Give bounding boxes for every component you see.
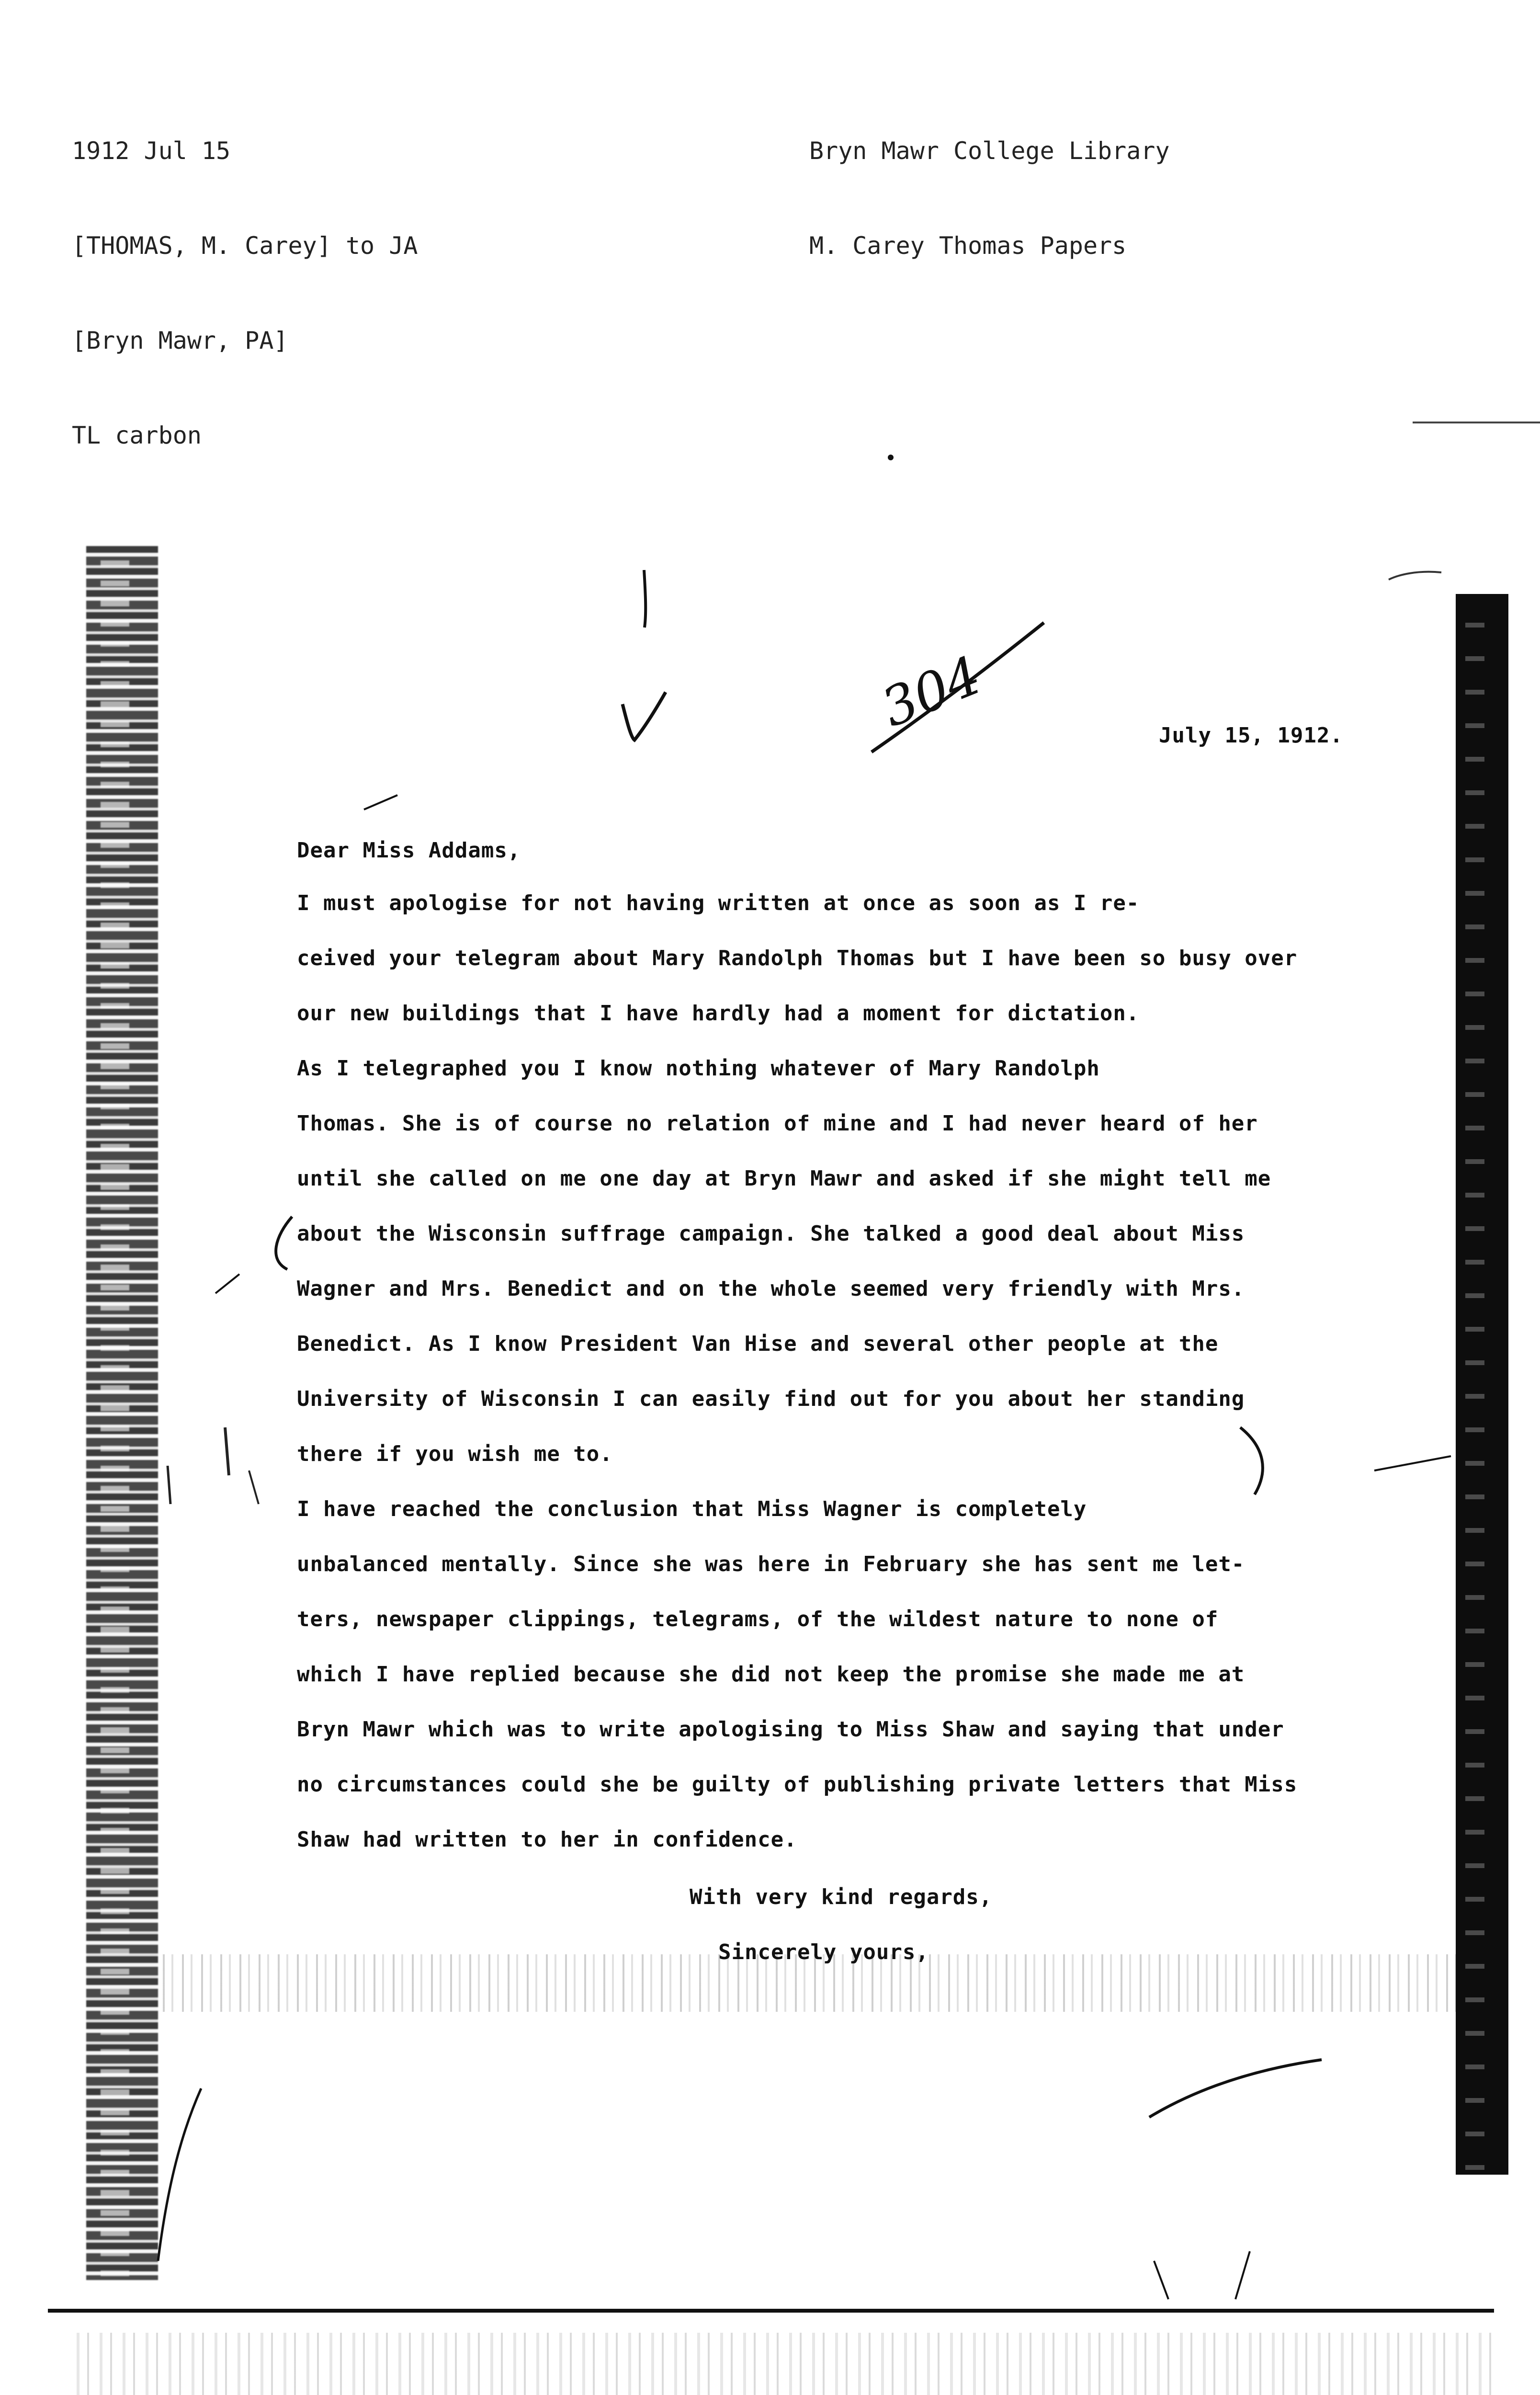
check-mark: [623, 692, 666, 740]
letter-line: I have reached the conclusion that Miss Wagner is completely: [297, 1497, 1087, 1521]
top-right-scribble: [1389, 572, 1441, 580]
catalog-format: TL carbon: [72, 422, 202, 449]
letter-line: Thomas. She is of course no relation of mine and I had never heard of her: [297, 1111, 1258, 1136]
letter-line: ters, newspaper clippings, telegrams, of the wildest nature to none of: [297, 1607, 1219, 1631]
catalog-info-left: [72, 72, 418, 483]
letter-line: until she called on me one day at Bryn Mawr and asked if she might tell me: [297, 1166, 1271, 1191]
copy-edge-line: [1413, 422, 1540, 423]
bottom-tick: [1235, 2251, 1250, 2299]
letter-signoff: Sincerely yours,: [718, 1940, 929, 1964]
right-copy-smudge: [1456, 594, 1508, 2175]
letter-line: which I have replied because she did not keep the promise she made me at: [297, 1662, 1245, 1687]
margin-stroke: [249, 1471, 259, 1504]
letter-line: I must apologise for not having written at once as soon as I re-: [297, 891, 1140, 915]
catalog-info-right: [809, 72, 1170, 293]
bottom-left-swoosh: [158, 2088, 201, 2261]
letter-salutation: Dear Miss Addams,: [297, 838, 521, 863]
bottom-tick: [1154, 2261, 1168, 2299]
bottom-copy-edge: [48, 2309, 1494, 2313]
pencil-stroke-mark: [644, 570, 645, 627]
letter-line: University of Wisconsin I can easily find out for you about her standing: [297, 1387, 1245, 1411]
margin-stroke: [168, 1466, 170, 1504]
margin-stroke: [225, 1427, 229, 1475]
bottom-right-swoosh: [1149, 2060, 1322, 2117]
left-bracket-mark: [276, 1217, 292, 1269]
letter-line: Shaw had written to her in confidence.: [297, 1827, 797, 1852]
catalog-repository: Bryn Mawr College Library: [809, 137, 1170, 165]
catalog-correspondents: [THOMAS, M. Carey] to JA: [72, 232, 418, 260]
catalog-collection: M. Carey Thomas Papers: [809, 232, 1127, 260]
letter-line: Benedict. As I know President Van Hise and several other people at the: [297, 1332, 1219, 1356]
letter-line: no circumstances could she be guilty of publishing private letters that Miss: [297, 1772, 1298, 1797]
right-margin-line: [1374, 1456, 1451, 1471]
letter-date: July 15, 1912.: [1159, 723, 1343, 748]
letter-line: our new buildings that I have hardly had a moment for dictation.: [297, 1001, 1140, 1026]
pencil-slash-mark: [364, 795, 397, 810]
letter-closing: With very kind regards,: [690, 1885, 993, 1909]
letter-line: there if you wish me to.: [297, 1442, 613, 1466]
left-tick-mark: [215, 1274, 239, 1293]
letter-line: Bryn Mawr which was to write apologising to Miss Shaw and saying that under: [297, 1717, 1284, 1742]
ink-dot: [888, 455, 894, 460]
letter-line: Wagner and Mrs. Benedict and on the whole seemed very friendly with Mrs.: [297, 1277, 1245, 1301]
handwritten-page-number: 304: [873, 644, 990, 739]
letter-line: ceived your telegram about Mary Randolph Thomas but I have been so busy over: [297, 946, 1298, 970]
left-copy-smudge: [86, 546, 158, 2280]
letter-line: As I telegraphed you I know nothing whatever of Mary Randolph: [297, 1056, 1100, 1081]
bottom-copy-noise: [77, 2333, 1494, 2395]
letter-line: about the Wisconsin suffrage campaign. She talked a good deal about Miss: [297, 1221, 1245, 1246]
right-bracket-mark: [1240, 1427, 1263, 1494]
letter-line: unbalanced mentally. Since she was here in February she has sent me let-: [297, 1552, 1245, 1576]
catalog-date: 1912 Jul 15: [72, 137, 231, 165]
catalog-place: [Bryn Mawr, PA]: [72, 327, 288, 354]
